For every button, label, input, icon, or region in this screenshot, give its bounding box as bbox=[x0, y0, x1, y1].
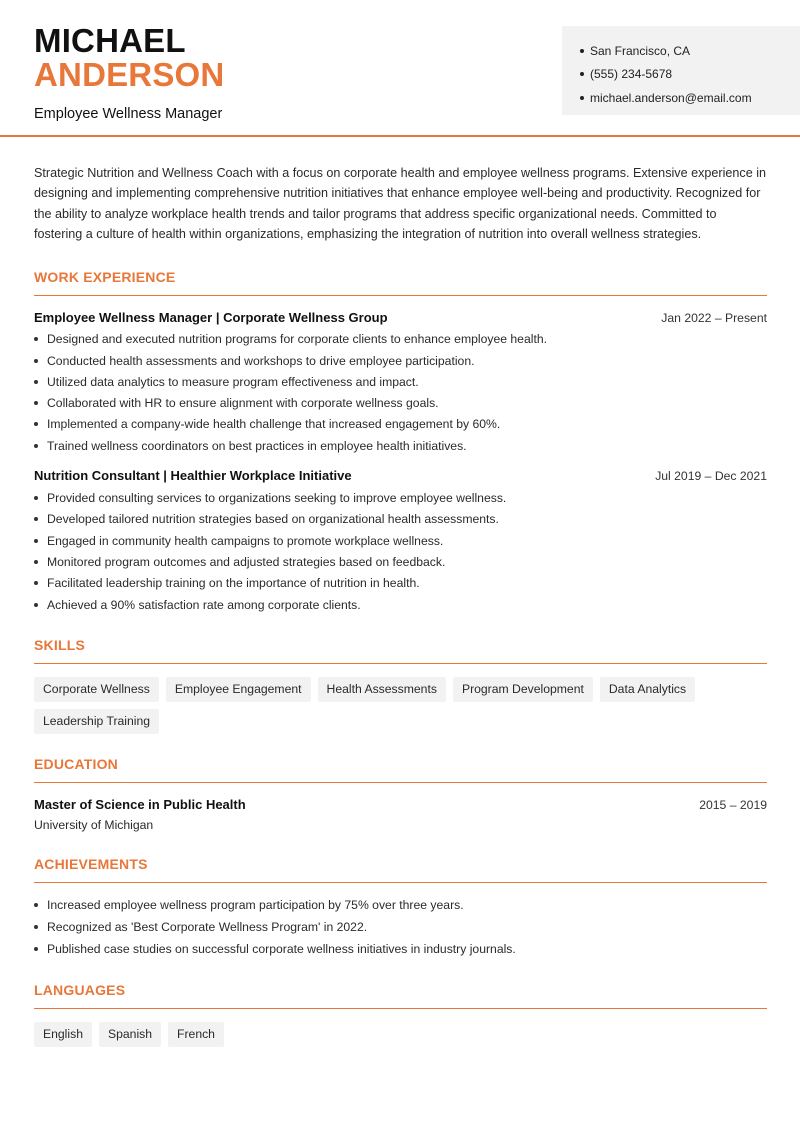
bullet-text: Facilitated leadership training on the importance of nutrition in health. bbox=[47, 576, 420, 591]
job-role: Nutrition Consultant | Healthier Workplace Initiative bbox=[34, 468, 352, 484]
work-section-title: WORK EXPERIENCE bbox=[34, 269, 767, 296]
bullet-text: Trained wellness coordinators on best practices in employee health initiatives. bbox=[47, 438, 467, 453]
list-item bbox=[34, 350, 767, 371]
resume-header bbox=[0, 0, 800, 137]
achievements-section bbox=[34, 856, 767, 960]
skill-tag: Health Assessments bbox=[318, 677, 446, 702]
bullet-text: Collaborated with HR to ensure alignment with corporate wellness goals. bbox=[47, 396, 439, 411]
bullet-icon bbox=[580, 72, 584, 76]
bullet-text: Monitored program outcomes and adjusted strategies based on feedback. bbox=[47, 554, 446, 569]
email-text: michael.anderson@email.com bbox=[590, 90, 752, 105]
bullet-icon bbox=[580, 49, 584, 53]
skill-tag: Employee Engagement bbox=[166, 677, 311, 702]
job-entry bbox=[34, 310, 767, 457]
job-role: Employee Wellness Manager | Corporate Wellness Group bbox=[34, 309, 388, 325]
education-section bbox=[34, 756, 767, 832]
bullet-icon bbox=[34, 337, 38, 341]
achievement-text: Increased employee wellness program participation by 75% over three years. bbox=[47, 898, 464, 913]
language-tag: French bbox=[168, 1022, 224, 1047]
list-item bbox=[34, 938, 767, 960]
location-text: San Francisco, CA bbox=[590, 43, 691, 58]
achievements-section-title: ACHIEVEMENTS bbox=[34, 856, 767, 883]
school: University of Michigan bbox=[34, 818, 154, 833]
summary: Strategic Nutrition and Wellness Coach with a focus on corporate health and employee wellness programs. Extensive experience in designing and implementing comprehensive nutrition initiatives that enhance employee well-being and productivity. Recognized for the ability to analyze workplace health trends and tailor programs that address specific organizational needs. Committed to fostering a culture of health within organizations, emphasizing the integration of nutrition into overall wellness strategies. bbox=[34, 166, 766, 242]
list-item bbox=[34, 551, 767, 572]
skill-tag: Corporate Wellness bbox=[34, 677, 159, 702]
list-item bbox=[34, 594, 767, 615]
contact-email bbox=[580, 86, 800, 110]
list-item bbox=[34, 393, 767, 414]
skills-tags bbox=[34, 677, 767, 741]
contact-box bbox=[562, 26, 800, 115]
job-dates: Jan 2022 – Present bbox=[661, 310, 767, 325]
education-section-title: EDUCATION bbox=[34, 756, 767, 783]
bullet-text: Implemented a company-wide health challenge that increased engagement by 60%. bbox=[47, 417, 501, 432]
bullet-icon bbox=[34, 444, 38, 448]
bullet-icon bbox=[580, 96, 584, 100]
education-entry bbox=[34, 797, 767, 832]
degree: Master of Science in Public Health bbox=[34, 797, 246, 813]
bullet-text: Developed tailored nutrition strategies based on organizational health assessments. bbox=[47, 512, 499, 527]
list-item bbox=[34, 509, 767, 530]
bullet-icon bbox=[34, 517, 38, 521]
list-item bbox=[34, 435, 767, 456]
bullet-icon bbox=[34, 947, 38, 951]
languages-section bbox=[34, 982, 767, 1054]
job-bullets bbox=[34, 487, 767, 615]
job-entry bbox=[34, 468, 767, 615]
bullet-text: Utilized data analytics to measure program effectiveness and impact. bbox=[47, 374, 419, 389]
job-header bbox=[34, 310, 767, 325]
education-header bbox=[34, 797, 767, 812]
skill-tag: Program Development bbox=[453, 677, 593, 702]
language-tag: English bbox=[34, 1022, 92, 1047]
job-header bbox=[34, 468, 767, 483]
job-bullets bbox=[34, 329, 767, 457]
bullet-icon bbox=[34, 539, 38, 543]
bullet-icon bbox=[34, 422, 38, 426]
language-tag: Spanish bbox=[99, 1022, 161, 1047]
languages-section-title: LANGUAGES bbox=[34, 982, 767, 1009]
list-item bbox=[34, 329, 767, 350]
name-block bbox=[34, 24, 224, 122]
bullet-icon bbox=[34, 903, 38, 907]
achievement-text: Published case studies on successful corporate wellness initiatives in industry journals. bbox=[47, 942, 516, 957]
work-section bbox=[34, 269, 767, 616]
skill-tag: Data Analytics bbox=[600, 677, 695, 702]
first-name: MICHAEL bbox=[34, 22, 186, 59]
skill-tag: Leadership Training bbox=[34, 709, 159, 734]
bullet-icon bbox=[34, 560, 38, 564]
phone-text: (555) 234-5678 bbox=[590, 67, 673, 82]
bullet-icon bbox=[34, 359, 38, 363]
bullet-icon bbox=[34, 401, 38, 405]
bullet-text: Engaged in community health campaigns to promote workplace wellness. bbox=[47, 533, 444, 548]
bullet-icon bbox=[34, 925, 38, 929]
list-item bbox=[34, 487, 767, 508]
bullet-icon bbox=[34, 581, 38, 585]
education-dates: 2015 – 2019 bbox=[699, 798, 767, 813]
contact-phone bbox=[580, 63, 800, 87]
bullet-icon bbox=[34, 496, 38, 500]
bullet-text: Provided consulting services to organizations seeking to improve employee wellness. bbox=[47, 491, 507, 506]
job-title: Employee Wellness Manager bbox=[34, 106, 223, 122]
bullet-text: Designed and executed nutrition programs for corporate clients to enhance employee health. bbox=[47, 332, 547, 347]
contact-location bbox=[580, 39, 800, 63]
skills-section bbox=[34, 637, 767, 741]
list-item bbox=[34, 414, 767, 435]
bullet-text: Conducted health assessments and workshops to drive employee participation. bbox=[47, 353, 475, 368]
achievement-text: Recognized as 'Best Corporate Wellness Program' in 2022. bbox=[47, 920, 368, 935]
last-name: ANDERSON bbox=[34, 56, 225, 93]
job-dates: Jul 2019 – Dec 2021 bbox=[655, 469, 767, 484]
achievements-list bbox=[34, 894, 767, 960]
list-item bbox=[34, 894, 767, 916]
list-item bbox=[34, 530, 767, 551]
bullet-text: Achieved a 90% satisfaction rate among corporate clients. bbox=[47, 597, 361, 612]
resume-content bbox=[34, 163, 767, 1054]
bullet-icon bbox=[34, 603, 38, 607]
skills-section-title: SKILLS bbox=[34, 637, 767, 664]
list-item bbox=[34, 573, 767, 594]
languages-tags bbox=[34, 1022, 767, 1054]
list-item bbox=[34, 916, 767, 938]
bullet-icon bbox=[34, 380, 38, 384]
list-item bbox=[34, 371, 767, 392]
